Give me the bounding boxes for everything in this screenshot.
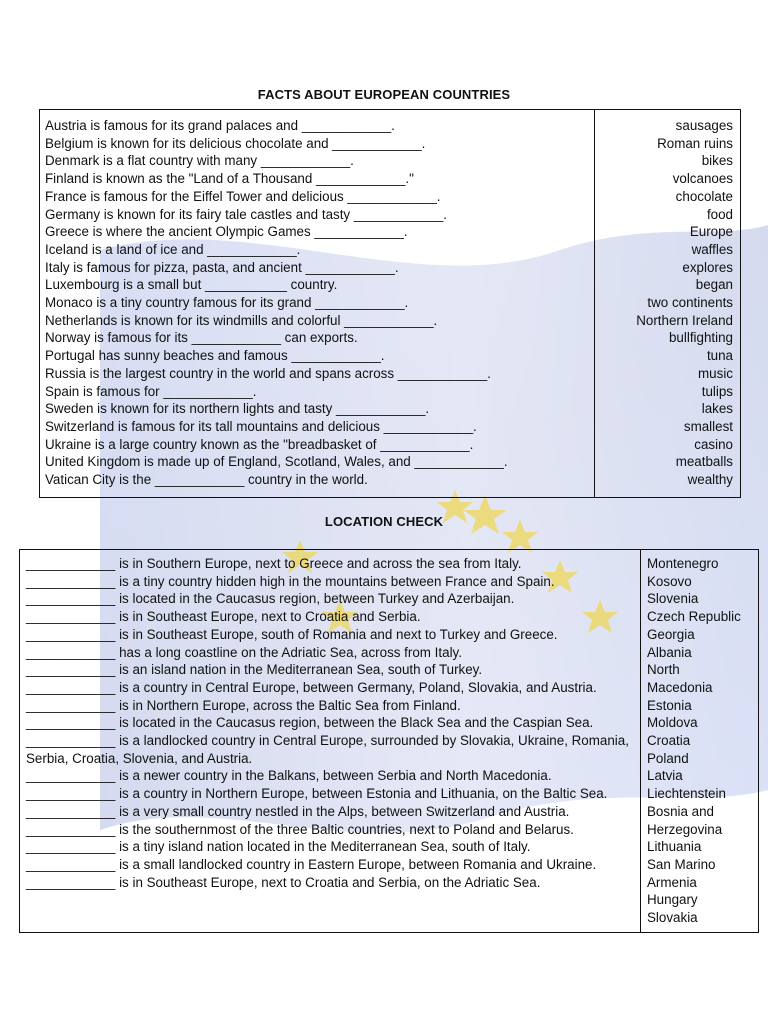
location-clue: ____________ is a country in Northern Europe, between Estonia and Lithuania, on the Baltic Sea. (26, 786, 608, 802)
word-bank-item: food (706, 206, 733, 222)
country-bank-item: Latvia (647, 768, 683, 784)
word-bank-item: smallest (683, 418, 733, 434)
facts-table (39, 109, 741, 498)
word-bank-item: explores (682, 259, 733, 275)
word-bank-item: chocolate (675, 188, 733, 204)
country-bank-item: Poland (647, 750, 689, 766)
fact-sentence: Ukraine is a large country known as the "breadbasket of ____________. (45, 436, 474, 452)
fact-sentence: United Kingdom is made up of England, Scotland, Wales, and ____________. (45, 454, 508, 470)
location-clue: ____________ is located in the Caucasus region, between Turkey and Azerbaijan. (26, 591, 515, 607)
location-countries-column (641, 550, 759, 933)
fact-sentence: Switzerland is famous for its tall mountains and delicious ____________. (45, 418, 477, 434)
location-clue: ____________ is an island nation in the Mediterranean Sea, south of Turkey. (26, 662, 483, 678)
word-bank-item: tuna (706, 348, 733, 364)
country-bank-item: Moldova (647, 715, 698, 731)
fact-sentence: Spain is famous for ____________. (45, 383, 257, 399)
country-bank-item: North (647, 662, 680, 678)
fact-sentence: Russia is the largest country in the world and spans across ____________. (45, 365, 491, 381)
location-clue: ____________ is a tiny island nation located in the Mediterranean Sea, south of Italy. (26, 839, 531, 855)
location-clue: ____________ is the southernmost of the three Baltic countries, next to Poland and Belarus. (26, 821, 574, 837)
country-bank-item: Macedonia (647, 679, 713, 695)
word-bank-item: bikes (701, 153, 733, 169)
country-bank-item: Croatia (647, 733, 691, 749)
word-bank-item: meatballs (675, 454, 733, 470)
fact-sentence: Vatican City is the ____________ country in the world. (45, 472, 368, 488)
fact-sentence: Greece is where the ancient Olympic Games ____________. (45, 224, 408, 240)
fact-sentence: Luxembourg is a small but ___________ country. (45, 277, 338, 293)
fact-sentence: Austria is famous for its grand palaces and ____________. (45, 118, 395, 133)
fact-sentence: Norway is famous for its ____________ can exports. (45, 330, 358, 346)
word-bank-item: waffles (691, 241, 733, 257)
word-bank-item: Northern Ireland (636, 312, 733, 328)
location-clue: ____________ is a tiny country hidden high in the mountains between France and Spain. (26, 573, 555, 589)
location-title: LOCATION CHECK (324, 514, 444, 529)
location-clue: ____________ is in Southeast Europe, next to Croatia and Serbia. (26, 609, 421, 625)
country-bank-item: Czech Republic (647, 609, 741, 625)
fact-sentence: France is famous for the Eiffel Tower and delicious ____________. (45, 188, 441, 204)
fact-sentence: Sweden is known for its northern lights and tasty ____________. (45, 401, 430, 417)
country-bank-item: Liechtenstein (647, 786, 726, 802)
word-bank-item: bullfighting (668, 330, 733, 346)
fact-sentence: Italy is famous for pizza, pasta, and ancient ____________. (45, 259, 399, 275)
location-clue: ____________ is in Southern Europe, next to Greece and across the sea from Italy. (26, 556, 522, 571)
location-clue: ____________ is a very small country nestled in the Alps, between Switzerland and Austria. (26, 803, 570, 819)
facts-word-bank-column (595, 110, 741, 498)
word-bank-item: began (695, 277, 733, 293)
location-table (19, 549, 759, 933)
facts-title: FACTS ABOUT EUROPEAN COUNTRIES (257, 87, 511, 102)
location-clue: ____________ has a long coastline on the Adriatic Sea, across from Italy. (26, 644, 462, 660)
location-clue: ____________ is a landlocked country in Central Europe, surrounded by Slovakia, Ukraine, Romania, Serbia, Croatia, Slovenia, and Austria. (26, 733, 629, 766)
country-bank-item: Slovakia (647, 910, 698, 926)
country-bank-item: Bosnia and (647, 803, 715, 819)
country-bank-item: Georgia (647, 626, 695, 642)
location-clue: ____________ is a country in Central Europe, between Germany, Poland, Slovakia, and Austria. (26, 679, 597, 695)
word-bank-item: Europe (689, 224, 733, 240)
fact-sentence: Portugal has sunny beaches and famous ____________. (45, 348, 385, 364)
fact-sentence: Monaco is a tiny country famous for its grand ____________. (45, 295, 409, 311)
country-bank-item: Kosovo (647, 573, 692, 589)
fact-sentence: Iceland is a land of ice and ____________. (45, 241, 301, 257)
country-bank-item: Armenia (647, 874, 697, 890)
word-bank-item: sausages (675, 118, 733, 133)
fact-sentence: Denmark is a flat country with many ____________. (45, 153, 354, 169)
country-bank-item: Hungary (647, 892, 698, 908)
facts-sentences-column (40, 110, 595, 498)
word-bank-item: tulips (701, 383, 733, 399)
country-bank-item: Montenegro (647, 556, 719, 571)
country-bank-item: Albania (647, 644, 692, 660)
country-bank-item: Herzegovina (647, 821, 723, 837)
location-clue: ____________ is located in the Caucasus region, between the Black Sea and the Caspian Sea. (26, 715, 594, 731)
word-bank-item: wealthy (687, 472, 733, 488)
location-clue: ____________ is a small landlocked country in Eastern Europe, between Romania and Ukraine. (26, 856, 597, 872)
location-clue: ____________ is in Southeast Europe, south of Romania and next to Turkey and Greece. (26, 626, 558, 642)
word-bank-item: lakes (701, 401, 733, 417)
fact-sentence: Germany is known for its fairy tale castles and tasty ____________. (45, 206, 447, 222)
word-bank-item: two continents (647, 295, 733, 311)
country-bank-item: Slovenia (647, 591, 699, 607)
word-bank-item: volcanoes (672, 171, 733, 187)
word-bank-item: casino (694, 436, 733, 452)
fact-sentence: Netherlands is known for its windmills and colorful ____________. (45, 312, 438, 328)
country-bank-item: San Marino (647, 856, 716, 872)
word-bank-item: Roman ruins (657, 135, 733, 151)
location-clue: ____________ is in Southeast Europe, next to Croatia and Serbia, on the Adriatic Sea. (26, 874, 541, 890)
country-bank-item: Estonia (647, 697, 692, 713)
location-clue: ____________ is in Northern Europe, across the Baltic Sea from Finland. (26, 697, 461, 713)
country-bank-item: Lithuania (647, 839, 702, 855)
fact-sentence: Belgium is known for its delicious chocolate and ____________. (45, 135, 426, 151)
location-clue: ____________ is a newer country in the Balkans, between Serbia and North Macedonia. (26, 768, 552, 784)
word-bank-item: music (698, 365, 733, 381)
fact-sentence: Finland is known as the "Land of a Thousand ____________." (45, 171, 414, 187)
location-clues-column (20, 550, 641, 933)
